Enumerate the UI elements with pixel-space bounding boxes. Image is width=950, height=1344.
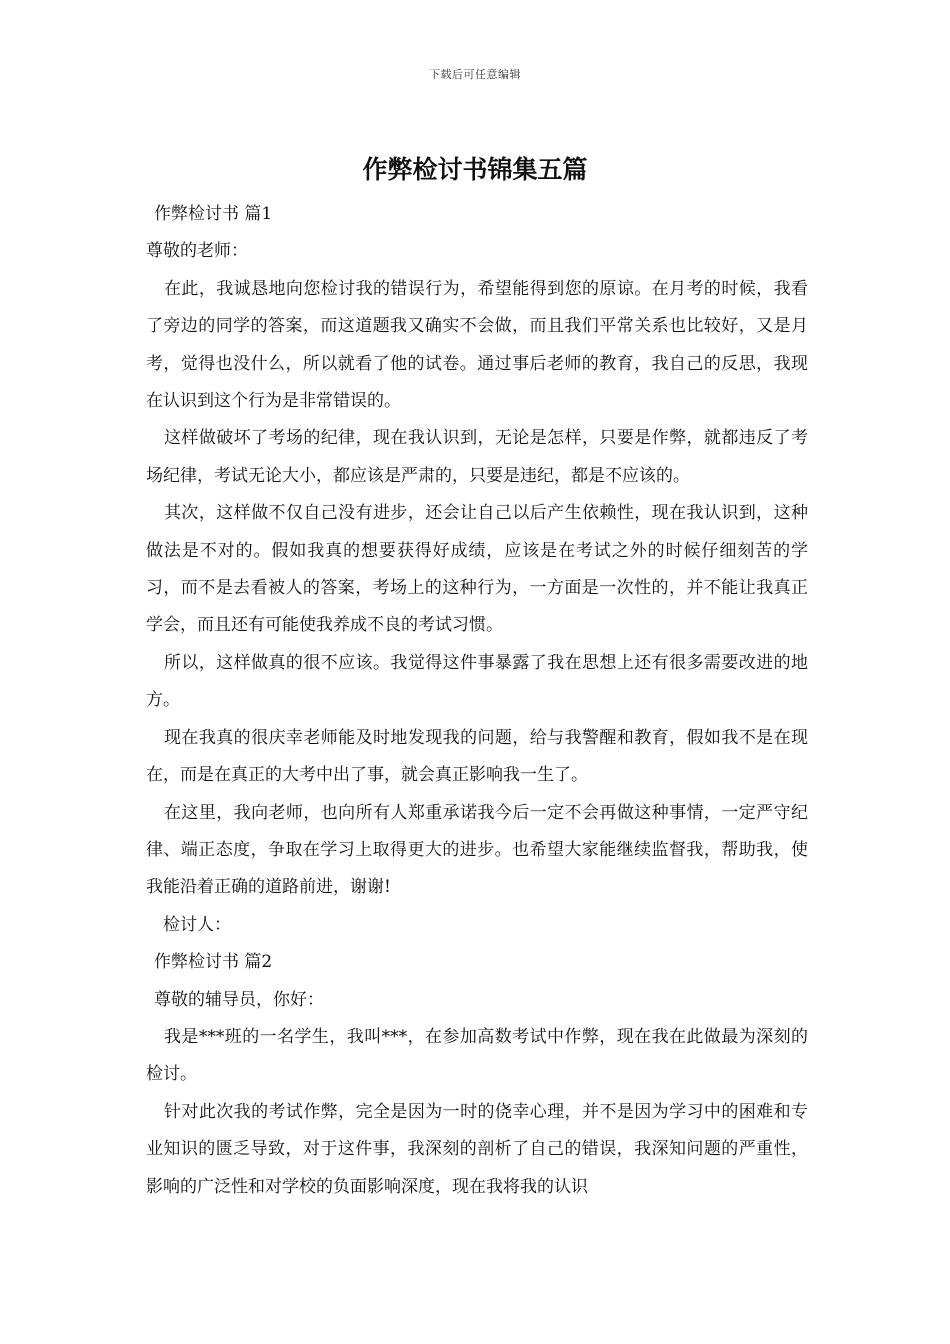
- paragraph: 现在我真的很庆幸老师能及时地发现我的问题，给与我警醒和教育，假如我不是在现在，而是在真正的大考中出了事，就会真正影响我一生了。: [146, 727, 808, 786]
- salutation: 尊敬的老师：: [146, 241, 248, 262]
- document-title: 作弊检讨书锦集五篇: [362, 155, 588, 184]
- header-note: 下载后可任意编辑: [429, 68, 521, 81]
- section-heading: 作弊检讨书 篇2: [154, 952, 273, 973]
- paragraph: 这样做破坏了考场的纪律，现在我认识到，无论是怎样，只要是作弊，就都违反了考场纪律，考试无论大小，都应该是严肃的，只要是违纪，都是不应该的。: [146, 428, 808, 486]
- signature-line: 检讨人：: [163, 914, 231, 935]
- paragraph: 所以，这样做真的很不应该。我觉得这件事暴露了我在思想上还有很多需要改进的地方。: [146, 652, 808, 711]
- paragraph: 在这里，我向老师，也向所有人郑重承诺我今后一定不会再做这种事情，一定严守纪律、端正态度，争取在学习上取得更大的进步。也希望大家能继续监督我，帮助我，使我能沿着正确的道路前进，谢谢!: [146, 802, 808, 898]
- paragraph: 在此，我诚恳地向您检讨我的错误行为，希望能得到您的原谅。在月考的时候，我看了旁边的同学的答案，而这道题我又确实不会做，而且我们平常关系也比较好，又是月考，觉得也没什么，所以就看了他的试卷。通过事后老师的教育，我自己的反思，我现在认识到这个行为是非常错误的。: [146, 278, 808, 412]
- paragraph: 其次，这样做不仅自己没有进步，还会让自己以后产生依赖性，现在我认识到，这种做法是不对的。假如我真的想要获得好成绩，应该是在考试之外的时候仔细刻苦的学习，而不是去看被人的答案，考场上的这种行为，一方面是一次性的，并不能让我真正学会，而且还有可能使我养成不良的考试习惯。: [146, 503, 808, 636]
- paragraph: 我是***班的一名学生，我叫***，在参加高数考试中作弊，现在我在此做最为深刻的检讨。: [146, 1026, 808, 1085]
- paragraph: 针对此次我的考试作弊，完全是因为一时的侥幸心理，并不是因为学习中的困难和专业知识的匮乏导致，对于这件事，我深刻的剖析了自己的错误，我深知问题的严重性，影响的广泛性和对学校的负面影响深度，现在我将我的认识: [146, 1101, 808, 1197]
- document-body: [146, 196, 808, 1206]
- section-heading: 作弊检讨书 篇1: [154, 204, 273, 224]
- salutation: 尊敬的辅导员，你好：: [154, 989, 324, 1010]
